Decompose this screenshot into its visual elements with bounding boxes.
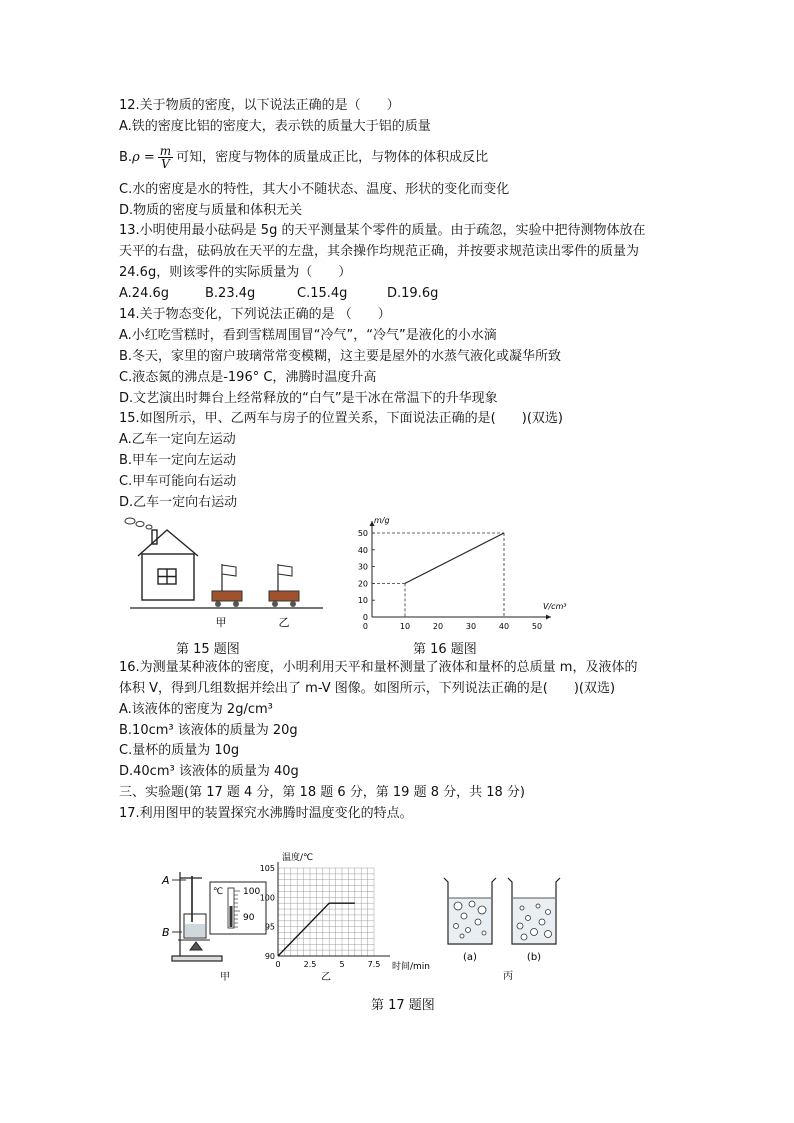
beaker-b-label: (b) bbox=[526, 952, 542, 963]
q12-option-b-text: 可知，密度与物体的质量成正比，与物体的体积成反比 bbox=[176, 150, 489, 165]
q12-option-a: A.铁的密度比铝的密度大，表示铁的质量大于铝的质量 bbox=[119, 119, 431, 134]
figure-15-house-cars bbox=[118, 512, 328, 630]
x-tick-label: 10 bbox=[399, 622, 411, 631]
density-fraction bbox=[158, 145, 173, 170]
fraction-numerator: m bbox=[159, 144, 172, 158]
q15-option-a: A.乙车一定向左运动 bbox=[119, 432, 236, 447]
section-3-heading: 三、实验题(第 17 题 4 分，第 18 题 6 分，第 19 题 8 分，共 18 分) bbox=[119, 785, 525, 800]
q12-option-c: C.水的密度是水的特性，其大小不随状态、温度、形状的变化而变化 bbox=[119, 182, 510, 197]
q16-option-d: D.40cm³ 该液体的质量为 40g bbox=[119, 764, 299, 779]
x-tick-label: 20 bbox=[432, 622, 444, 631]
origin-label: 0 bbox=[362, 622, 368, 631]
figure-17-temperature-chart bbox=[258, 846, 438, 986]
q12-option-d: D.物质的密度与质量和体积无关 bbox=[119, 203, 303, 218]
fraction-denominator: V bbox=[161, 157, 170, 171]
y-tick-label: 20 bbox=[357, 579, 368, 589]
q15-option-b: B.甲车一定向左运动 bbox=[119, 453, 237, 468]
x-tick-label: 40 bbox=[498, 622, 510, 631]
q17-stem: 17.利用图甲的装置探究水沸腾时温度变化的特点。 bbox=[119, 806, 413, 821]
q13-option-a: A.24.6g bbox=[119, 286, 169, 301]
q15-option-c: C.甲车可能向右运动 bbox=[119, 474, 237, 489]
q14-stem: 14.关于物态变化，下列说法正确的是 （ ） bbox=[119, 307, 391, 322]
figure-17-apparatus bbox=[158, 866, 270, 984]
q14-option-a: A.小红吃雪糕时，看到雪糕周围冒“冷气”，“冷气”是液化的小水滴 bbox=[119, 328, 497, 343]
q14-option-c: C.液态氮的沸点是-196° C，沸腾时温度升高 bbox=[119, 370, 377, 385]
label-a: A bbox=[162, 874, 170, 887]
q15-option-d: D.乙车一定向右运动 bbox=[119, 495, 238, 510]
beaker-a-icon bbox=[444, 878, 496, 944]
figure-17-caption: 第 17 题图 bbox=[371, 998, 435, 1013]
series-line-mv bbox=[405, 533, 504, 583]
figure-16-mv-chart bbox=[346, 512, 576, 634]
car-yi-label: 乙 bbox=[278, 616, 290, 629]
sub-label-jia: 甲 bbox=[220, 972, 230, 983]
y-tick-label: 10 bbox=[357, 596, 368, 606]
q13-option-d: D.19.6g bbox=[387, 286, 439, 301]
sub-label-yi: 乙 bbox=[321, 972, 331, 983]
q13-option-b: B.23.4g bbox=[205, 286, 256, 301]
q13-line-2: 天平的右盘，砝码放在天平的左盘，其余操作均规范正确，并按要求规范读出零件的质量为 bbox=[119, 244, 640, 259]
q14-option-b: B.冬天，家里的窗户玻璃常常变模糊，这主要是屋外的水蒸气液化或凝华所致 bbox=[119, 349, 562, 364]
x-axis-label: V/cm³ bbox=[543, 602, 567, 611]
x-tick-label: 50 bbox=[531, 622, 543, 631]
beaker-b-icon bbox=[508, 878, 560, 944]
q16-option-c: C.量杯的质量为 10g bbox=[119, 743, 240, 758]
y-tick-label: 105 bbox=[259, 864, 275, 873]
thermometer-90: 90 bbox=[243, 913, 255, 923]
q12-stem: 12.关于物质的密度，以下说法正确的是（ ） bbox=[119, 98, 400, 113]
x-tick-label: 30 bbox=[465, 622, 477, 631]
q16-line-1: 16.为测量某种液体的密度，小明利用天平和量杯测量了液体和量杯的总质量 m，及液体的 bbox=[119, 660, 638, 675]
car-yi-icon bbox=[269, 564, 299, 607]
y-axis-label: m/g bbox=[374, 516, 390, 525]
rho-symbol: ρ = bbox=[132, 150, 155, 165]
x-axis-arrow bbox=[546, 615, 551, 620]
y-axis-label: 温度/℃ bbox=[282, 853, 314, 863]
q12-option-b bbox=[119, 141, 488, 175]
y-tick-label: 50 bbox=[357, 529, 368, 538]
figure-17-beakers bbox=[438, 870, 568, 984]
beaker-icon bbox=[178, 876, 210, 950]
y-tick-label: 30 bbox=[357, 562, 368, 572]
y-tick-label: 0 bbox=[362, 613, 368, 622]
q15-stem: 15.如图所示，甲、乙两车与房子的位置关系，下面说法正确的是( )(双选) bbox=[119, 411, 563, 426]
q13-line-1: 13.小明使用最小砝码是 5g 的天平测量某个零件的质量。由于疏忽，实验中把待测物体放在 bbox=[119, 223, 646, 238]
x-axis-label: 时间/min bbox=[392, 962, 431, 972]
car-jia-label: 甲 bbox=[215, 616, 227, 629]
x-tick-label: 7.5 bbox=[367, 960, 381, 969]
x-tick-label: 2.5 bbox=[303, 960, 317, 969]
smoke-puffs bbox=[125, 518, 152, 529]
figure-15-caption: 第 15 题图 bbox=[176, 642, 240, 657]
house-icon bbox=[138, 530, 198, 600]
y-tick-label: 40 bbox=[357, 545, 368, 555]
car-jia-icon bbox=[212, 564, 242, 607]
thermometer-unit: ℃ bbox=[213, 887, 224, 897]
q12-option-b-prefix: B. bbox=[119, 150, 133, 165]
q13-line-3: 24.6g，则该零件的实际质量为（ ） bbox=[119, 265, 352, 280]
y-tick-label: 95 bbox=[264, 922, 275, 932]
beaker-a-label: (a) bbox=[463, 952, 477, 963]
thermometer-100: 100 bbox=[243, 887, 261, 897]
q16-option-b: B.10cm³ 该液体的质量为 20g bbox=[119, 723, 298, 738]
q14-option-d: D.文艺演出时舞台上经常释放的“白气”是干冰在常温下的升华现象 bbox=[119, 391, 498, 406]
q16-line-2: 体积 V，得到几组数据并绘出了 m-V 图像。如图所示，下列说法正确的是( )(双选) bbox=[119, 681, 616, 696]
figure-16-caption: 第 16 题图 bbox=[413, 642, 477, 657]
q13-option-c: C.15.4g bbox=[297, 286, 348, 301]
x-tick-label: 5 bbox=[339, 960, 345, 969]
x-tick-label: 0 bbox=[275, 960, 281, 969]
y-tick-label: 90 bbox=[264, 952, 275, 961]
sub-label-bing: 丙 bbox=[503, 971, 513, 982]
y-tick-label: 100 bbox=[259, 893, 275, 903]
q16-option-a: A.该液体的密度为 2g/cm³ bbox=[119, 702, 273, 717]
label-b: B bbox=[162, 926, 170, 939]
